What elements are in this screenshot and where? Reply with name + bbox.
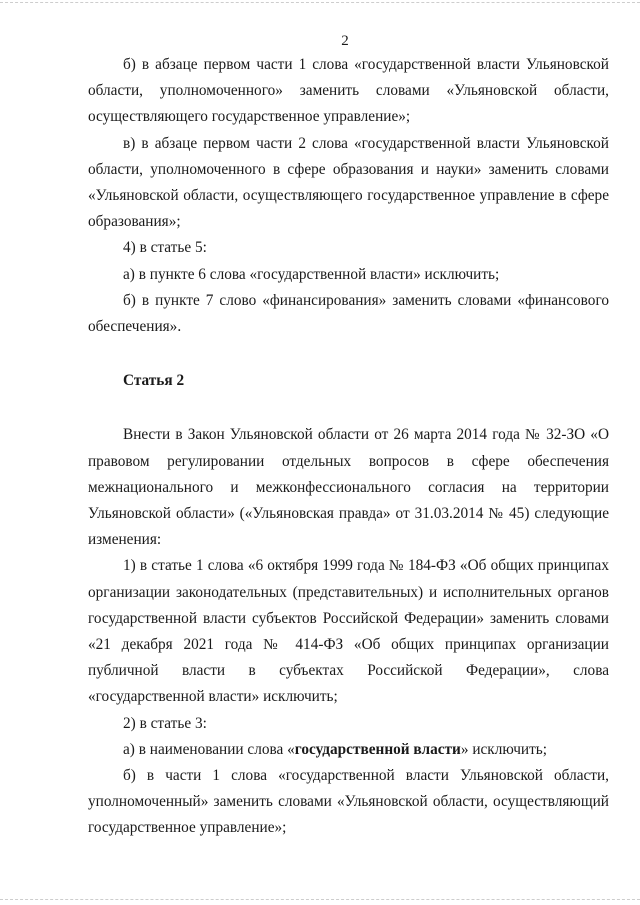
scan-bottom-edge: [0, 899, 640, 900]
paragraph-v-part-2: в) в абзаце первом части 2 слова «государственной власти Ульяновской области, уполномоченного в сфере образования и науки» заменить словами «Ульяновской области, осуществляющего государственное управление в сфере образования»;: [88, 134, 609, 231]
paragraph-a-title: [88, 737, 609, 763]
paragraph-b-part-1-article-3: б) в части 1 слова «государственной власти Ульяновской области, уполномоченный» заменить словами «Ульяновской области, осуществляющий государственное управление»;: [88, 767, 609, 837]
scan-top-edge: [0, 2, 640, 3]
paragraph-b-part-1: б) в абзаце первом части 1 слова «государственной власти Ульяновской области, уполномоченного» заменить словами «Ульяновской области, осуществляющего государственное управление»;: [88, 56, 609, 126]
document-body: [88, 52, 609, 842]
article-2-heading: Статья 2: [123, 372, 185, 390]
page-number: 2: [341, 33, 349, 49]
paragraph-a-suffix: » исключить;: [460, 740, 547, 758]
paragraph-a-bold-words: государственной власти: [294, 740, 461, 758]
paragraph-item-2-article-3: 2) в статье 3:: [123, 714, 207, 732]
paragraph-introduce-changes: Внести в Закон Ульяновской области от 26 марта 2014 года № 32-ЗО «О правовом регулировании отдельных вопросов в сфере обеспечения межнационального и межконфессионального согласия на территории Ульяновской области» («Ульяновская правда» от 31.03.2014 № 45) следующие изменения:: [88, 426, 609, 549]
paragraph-item-1-article-1: 1) в статье 1 слова «6 октября 1999 года № 184-ФЗ «Об общих принципах организации законодательных (представительных) и исполнительных органов государственной власти субъектов Российской Федерации» заменить словами «21 декабря 2021 года № 414-ФЗ «Об общих принципах организации публичной власти в субъектах Российской Федерации», слова «государственной власти» исключить;: [88, 557, 609, 706]
paragraph-item-4: 4) в статье 5:: [123, 239, 207, 257]
paragraph-a-prefix: а) в наименовании слова «: [123, 740, 295, 758]
paragraph-b-point-7: б) в пункте 7 слово «финансирования» заменить словами «финансового обеспечения».: [88, 291, 609, 336]
paragraph-a-point-6: а) в пункте 6 слова «государственной власти» исключить;: [123, 265, 500, 283]
